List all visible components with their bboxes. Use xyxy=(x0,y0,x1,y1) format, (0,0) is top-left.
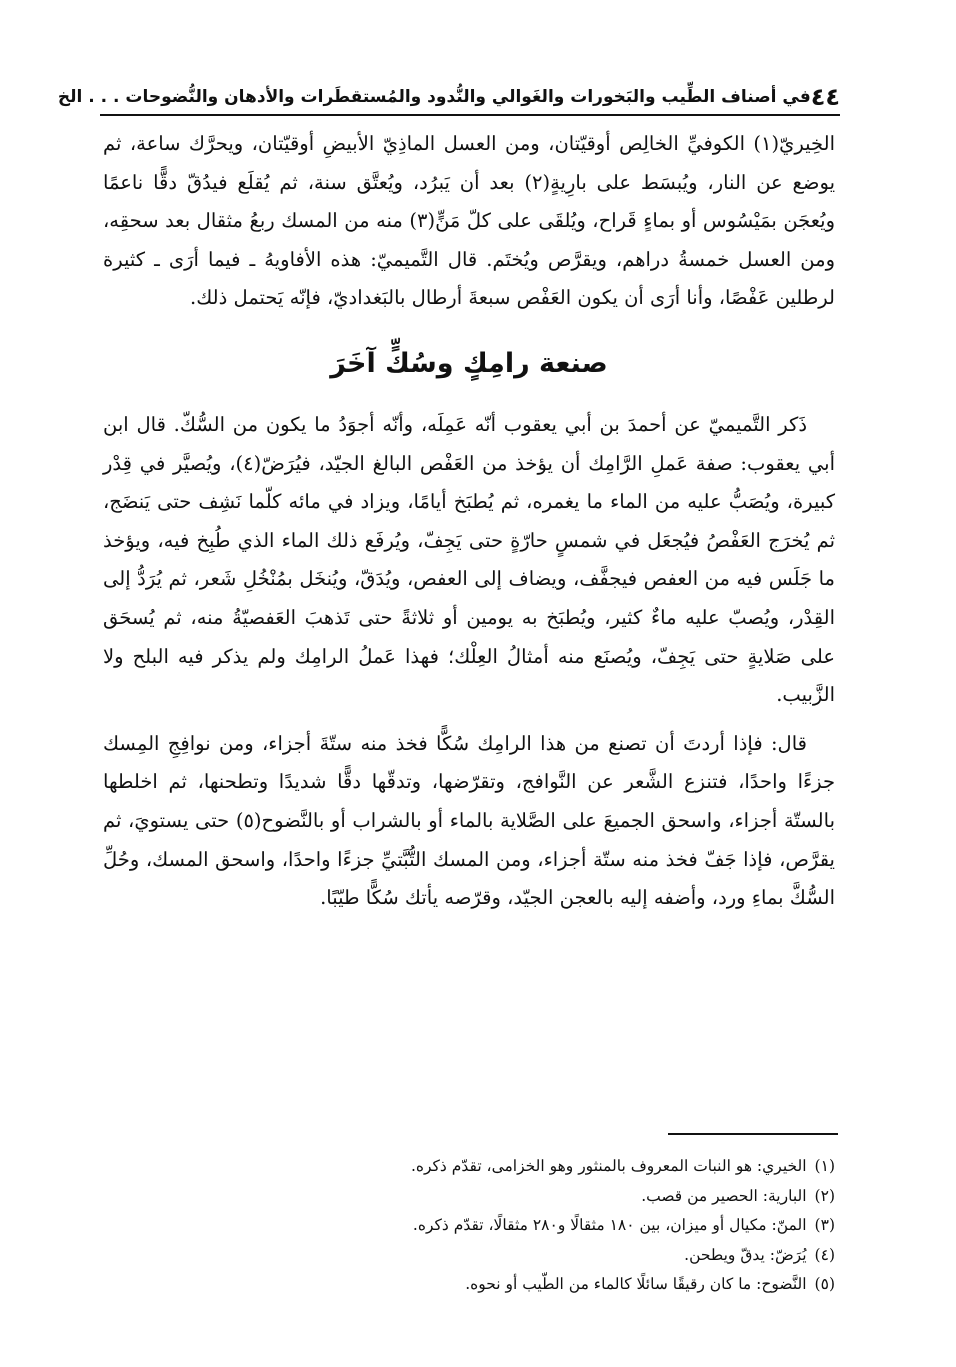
footnote xyxy=(103,1152,835,1182)
footnote xyxy=(103,1270,835,1300)
footnotes xyxy=(103,1152,835,1300)
footnote-marker: (٢) xyxy=(814,1186,835,1205)
footnote-text: المنّ: مكيال أو ميزان، بين ١٨٠ مثقالًا و٢٨٠ مثقالًا، تقدّم ذكره. xyxy=(412,1216,807,1234)
footnote xyxy=(103,1241,835,1271)
footnote-text: يُرَضّ: يدقّ ويطحن. xyxy=(684,1245,807,1264)
main-text xyxy=(103,125,835,918)
footnote-rule xyxy=(668,1133,838,1135)
paragraph-2: ذَكر التَّميميّ عن أحمدَ بن أبي يعقوب أنّه عَمِلَه، وأنّه أجوَدُ ما يكون من السُّكّ. قال ابن أبي يعقوب: صفة عَملِ الرَّامِك أن يؤخذ من العَفْص البالغ الجيّد، فيُرَضّ(٤)، ويُصيَّر في قِدْر كبيرة، ويُصَبُّ عليه من الماء ما يغمره، ثم يُطبَخ أيامًا، ويزاد في مائه كلّما نَشِف حتى يَنضَج، ثم يُخرَج العَفْصُ فيُجعَل في شمسٍ حارّةٍ حتى يَجِفّ، ويُرفَع ذلك الماء الذي طُبِخ فيه، ويؤخذ ما جَلَس فيه من العفص فيجفَّف، ويضاف إلى العفص، ويُدَقّ، ويُنخَل بمُنْخُلِ شَعر، ثم يُرَدُّ إلى القِدْر، ويُصبّ عليه ماءٌ كثير، ويُطبَخ به يومين أو ثلاثةً حتى تَذهبَ العَفصيّةُ منه، ثم يُسحَق على صَلايةٍ حتى يَجِفّ، ويُصنَع منه أمثالُ العِلْك؛ فهذا عَملُ الرامِك ولم يذكر فيه البلح ولا الزَّبيب. xyxy=(103,412,835,707)
footnote-marker: (٥) xyxy=(814,1275,835,1293)
footnote-marker: (٤) xyxy=(814,1245,835,1264)
page-number: ٤٤ xyxy=(810,83,840,111)
footnote xyxy=(103,1182,835,1212)
footnote-text: الخيري: هو النبات المعروف بالمنثور وهو الخزامى، تقدّم ذكره. xyxy=(410,1157,807,1175)
header-rule xyxy=(100,114,840,116)
footnote-marker: (٣) xyxy=(814,1216,835,1234)
section-heading: صنعة رامِكٍ وسُكٍّ آخَرَ xyxy=(330,347,608,379)
footnote-text: النَّضوح: ما كان رقيقًا سائلًا كالماء من الطّيب أو نحوه. xyxy=(465,1275,807,1293)
running-header-title: في أصناف الطِّيب والبَخورات والغَوالي والنُّدود والمُستقطَرات والأدهان والنُّضوحات . . . الخ xyxy=(57,87,811,107)
footnote xyxy=(103,1211,835,1241)
paragraph-3: قال: فإذا أردتَ أن تصنع من هذا الرامِك سُكًّا فخذ منه ستّةَ أجزاء، ومن نوافِجِ المِسك جزءًا واحدًا، فتنزع الشَّعر عن النَّوافج، وتقرّضها، وتدقّها دقًّا شديدًا وتطحنها، ثم اخلطها بالستّة أجزاء، واسحق الجميعَ على الصَّلاية بالماء أو بالشراب أو بالنَّضوح(٥) حتى يستويَ، ثم يقرَّص، فإذا جَفّ فخذ منه ستّة أجزاء، ومن المسك التُّبَّتيِّ جزءًا واحدًا، واسحق المسك، وحُلِّ السُّكَّ بماءِ ورد، وأضفه إليه بالعجن الجيّد، وقرّصه يأتك سُكًّا طيّبًا. xyxy=(103,731,835,910)
footnote-text: البارية: الحصير من قصب. xyxy=(641,1186,807,1205)
footnote-marker: (١) xyxy=(814,1157,835,1175)
running-header xyxy=(57,70,840,112)
paragraph-1: الخِيريّ(١) الكوفيِّ الخالِص أوقيّتان، ومن العسل الماذِيّ الأبيضِ أوقيّتان، ويحرَّك ساعة، ثم يوضع عن النار، ويُبسَط على بارِيةٍ(٢) بعد أن يَبرُد، ويُعتَّق سنة، ثم يُقلَع فيدُقّ دقًّا ناعمًا ويُعجَن بمَيْسُوس أو بماءٍ قَراح، ويُلقَى على كلّ مَنٍّ(٣) منه من المسك ربعُ مثقال بعد سحقِه، ومن العسل خمسةُ دراهم، ويقرَّص ويُختَم. قال التَّميميّ: هذه الأفاويهُ ـ فيما أرَى ـ كثيرة لرطلين عَفْصًا، وأنا أرَى أن يكون العَفْص سبعةَ أرطال بالبَغداديّ، فإنّه يَحتمل ذلك. xyxy=(103,132,835,310)
